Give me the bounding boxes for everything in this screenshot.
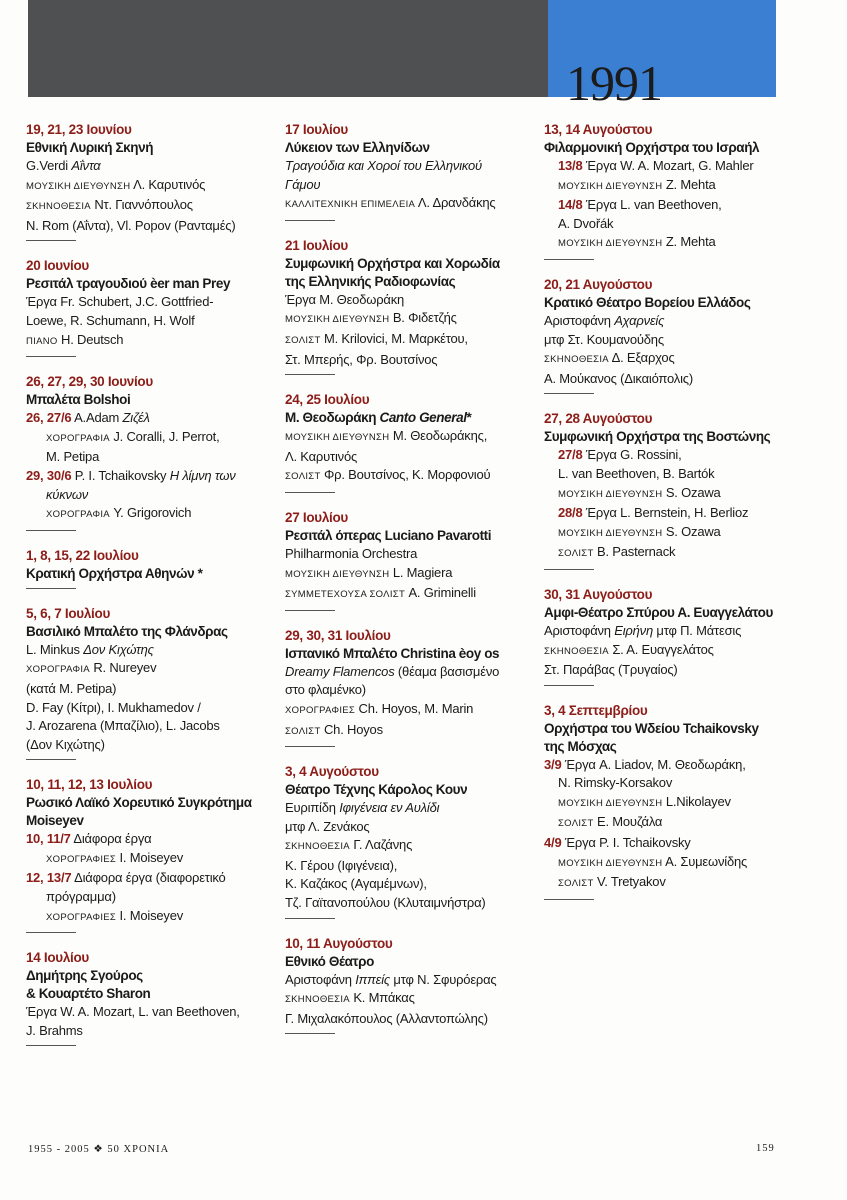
event-entry <box>544 121 780 260</box>
footer-caption: 1955 - 2005 ❖ 50 ΧΡΟΝΙΑ <box>28 1144 170 1155</box>
event-date: 27, 28 Αυγούστου <box>544 411 653 427</box>
year-heading: 1991 <box>566 55 662 111</box>
event-entry <box>285 627 535 747</box>
event-line: ΜΟΥΣΙΚΗ ΔΙΕΥΘΥΝΣΗ Β. Φιδετζής <box>285 310 457 326</box>
event-entry <box>26 605 278 761</box>
event-line: 12, 13/7 Διάφορα έργα (διαφορετικό <box>26 870 226 886</box>
event-line: ΧΟΡΟΓΡΑΦΙΑ R. Nureyev <box>26 660 157 676</box>
entry-separator <box>285 220 335 221</box>
event-line: 14/8 Έργα L. van Beethoven, <box>558 197 722 213</box>
event-line: Τζ. Γαϊτανοπούλου (Κλυταιμνήστρα) <box>285 895 486 911</box>
event-entry <box>285 121 535 221</box>
event-line: 28/8 Έργα L. Bernstein, H. Berlioz <box>558 505 749 521</box>
event-line: ΜΟΥΣΙΚΗ ΔΙΕΥΘΥΝΣΗ S. Ozawa <box>558 484 721 500</box>
event-line: ΣΚΗΝΟΘΕΣΙΑ Σ. Α. Ευαγγελάτος <box>544 641 714 657</box>
entry-separator <box>285 918 335 919</box>
event-title: Βασιλικό Μπαλέτο της Φλάνδρας <box>26 623 228 639</box>
event-title: της Μόσχας <box>544 738 617 754</box>
event-date: 3, 4 Σεπτεμβρίου <box>544 702 648 718</box>
event-line: ΣΚΗΝΟΘΕΣΙΑ Δ. Εξαρχος <box>544 350 675 366</box>
event-line: Αριστοφάνη Ειρήνη μτφ Π. Μάτεσις <box>544 622 742 638</box>
event-line: D. Fay (Κίτρι), I. Mukhamedov / <box>26 699 201 715</box>
event-line: ΣΥΜΜΕΤΕΧΟΥΣΑ ΣΟΛΙΣΤ A. Griminelli <box>285 585 476 601</box>
event-line: M. Petipa <box>46 449 100 465</box>
event-line: ΧΟΡΟΓΡΑΦΙΕΣ Ch. Hoyos, M. Marin <box>285 700 474 716</box>
event-title: Μπαλέτα Bolshoi <box>26 392 131 408</box>
event-line: στο φλαμένκο) <box>285 682 366 698</box>
event-title: Κρατική Ορχήστρα Αθηνών * <box>26 565 203 581</box>
event-line: 29, 30/6 P. I. Tchaikovsky Η λίμνη των <box>26 467 236 483</box>
event-line: ΣΚΗΝΟΘΕΣΙΑ Γ. Λαζάνης <box>285 837 413 853</box>
event-line: Ευριπίδη Ιφιγένεια εν Αυλίδι <box>285 800 440 816</box>
event-date: 5, 6, 7 Ιουλίου <box>26 605 110 621</box>
event-title: Συμφωνική Ορχήστρα της Βοστώνης <box>544 429 771 445</box>
event-title: Ορχήστρα του Wδείου Tchaikovsky <box>544 720 759 736</box>
event-line: ΣΟΛΙΣΤ M. Krilovici, Μ. Μαρκέτου, <box>285 330 468 346</box>
entry-separator <box>285 1033 335 1034</box>
event-title: Εθνική Λυρική Σκηνή <box>26 140 154 155</box>
event-line: Έργα Fr. Schubert, J.C. Gottfried- <box>26 294 214 310</box>
event-line: ΠΙΑΝΟ H. Deutsch <box>26 331 124 347</box>
event-title: Ρωσικό Λαϊκό Χορευτικό Συγκρότημα <box>26 795 252 811</box>
event-line: ΜΟΥΣΙΚΗ ΔΙΕΥΘΥΝΣΗ Z. Mehta <box>558 234 716 250</box>
event-line: ΧΟΡΟΓΡΑΦΙΕΣ I. Moiseyev <box>46 849 184 865</box>
event-line: Αριστοφάνη Αχαρνείς <box>544 312 665 328</box>
event-line: 13/8 Έργα W. A. Mozart, G. Mahler <box>558 158 754 173</box>
event-line: ΣΟΛΙΣΤ B. Pasternack <box>558 544 676 560</box>
event-line: ΣΟΛΙΣΤ Ch. Hoyos <box>285 721 383 737</box>
event-line: ΜΟΥΣΙΚΗ ΔΙΕΥΘΥΝΣΗ Z. Mehta <box>558 176 716 192</box>
event-line: Philharmonia Orchestra <box>285 545 418 561</box>
event-line: ΜΟΥΣΙΚΗ ΔΙΕΥΘΥΝΣΗ Μ. Θεοδωράκης, <box>285 428 488 444</box>
event-line: A. Dvořák <box>558 215 614 231</box>
event-line: ΣΟΛΙΣΤ Ε. Μουζάλα <box>558 814 663 830</box>
entry-separator <box>26 588 76 589</box>
event-date: 17 Ιουλίου <box>285 122 348 137</box>
event-title: Συμφωνική Ορχήστρα και Χορωδία <box>285 255 500 271</box>
event-date: 26, 27, 29, 30 Ιουνίου <box>26 374 153 390</box>
event-title: Θέατρο Τέχνης Κάρολος Κουν <box>285 782 468 798</box>
event-date: 29, 30, 31 Ιουλίου <box>285 627 391 643</box>
event-title: & Κουαρτέτο Sharon <box>26 986 151 1002</box>
entry-separator <box>544 393 594 394</box>
event-line: 26, 27/6 A.Adam Ζιζέλ <box>26 410 150 426</box>
event-title: Αμφι-Θέατρο Σπύρου Α. Ευαγγελάτου <box>544 604 773 620</box>
event-line: (κατά M. Petipa) <box>26 680 117 696</box>
event-date: 3, 4 Αυγούστου <box>285 764 379 780</box>
event-line: Γ. Μιχαλακόπουλος (Αλλαντοπώλης) <box>285 1010 488 1026</box>
event-line: πρόγραμμα) <box>46 889 116 905</box>
event-entry <box>285 391 535 493</box>
event-line: Λ. Καρυτινός <box>285 448 358 464</box>
event-line: ΜΟΥΣΙΚΗ ΔΙΕΥΘΥΝΣΗ Α. Συμεωνίδης <box>558 853 748 869</box>
event-line: ΧΟΡΟΓΡΑΦΙΑ J. Coralli, J. Perrot, <box>46 428 220 444</box>
event-title: Ισπανικό Μπαλέτο Christina èoy os <box>285 645 500 661</box>
event-title: Δημήτρης Σγούρος <box>26 968 143 984</box>
event-line: Κ. Γέρου (Ιφιγένεια), <box>285 857 398 873</box>
event-entry <box>285 935 535 1035</box>
event-line: (Δον Κιχώτης) <box>26 736 105 752</box>
event-line: ΣΟΛΙΣΤ Φρ. Βουτσίνος, Κ. Μορφονιού <box>285 467 491 483</box>
header-band-gray <box>28 0 548 97</box>
event-line: G.Verdi Αΐντα <box>26 158 101 173</box>
event-entry <box>544 276 780 394</box>
entry-separator <box>285 492 335 493</box>
event-line: μτφ Λ. Ζενάκος <box>285 818 370 834</box>
event-entry <box>26 257 278 357</box>
event-line: ΣΚΗΝΟΘΕΣΙΑ Κ. Μπάκας <box>285 990 415 1006</box>
event-line: Έργα W. A. Mozart, L. van Beethoven, <box>26 1004 240 1020</box>
event-title: της Ελληνικής Ραδιοφωνίας <box>285 273 456 289</box>
event-line: N. Rom (Αΐντα), Vl. Popov (Ρανταμές) <box>26 217 236 233</box>
event-title: Εθνικό Θέατρο <box>285 953 374 969</box>
entry-separator <box>544 685 594 686</box>
event-line: J. Brahms <box>26 1022 83 1038</box>
event-entry <box>544 586 780 686</box>
event-title: Κρατικό Θέατρο Βορείου Ελλάδος <box>544 294 751 310</box>
event-line: ΜΟΥΣΙΚΗ ΔΙΕΥΘΥΝΣΗ S. Ozawa <box>558 523 721 539</box>
event-line: 3/9 Έργα A. Liadov, Μ. Θεοδωράκη, <box>544 756 746 772</box>
event-line: Dreamy Flamencos (θέαμα βασισμένο <box>285 663 500 679</box>
event-line: J. Arozarena (Μπαζίλιο), L. Jacobs <box>26 718 220 734</box>
entry-separator <box>26 240 76 241</box>
event-entry <box>544 410 780 570</box>
event-line: ΣΟΛΙΣΤ V. Tretyakov <box>558 874 666 890</box>
entry-separator <box>26 932 76 933</box>
event-entry <box>26 547 278 589</box>
event-title: Φιλαρμονική Ορχήστρα του Ισραήλ <box>544 140 760 155</box>
event-date: 20 Ιουνίου <box>26 258 89 274</box>
event-date: 10, 11, 12, 13 Ιουλίου <box>26 777 153 793</box>
event-line: Α. Μούκανος (Δικαιόπολις) <box>544 370 693 386</box>
page-number: 159 <box>756 1143 775 1154</box>
event-line: ΜΟΥΣΙΚΗ ΔΙΕΥΘΥΝΣΗ L.Nikolayev <box>558 793 731 809</box>
entry-separator <box>26 1045 76 1046</box>
event-line: 27/8 Έργα G. Rossini, <box>558 447 682 463</box>
event-date: 1, 8, 15, 22 Ιουλίου <box>26 547 139 563</box>
entry-separator <box>285 746 335 747</box>
entry-separator <box>285 374 335 375</box>
entry-separator <box>544 899 594 900</box>
event-line: κύκνων <box>46 486 89 502</box>
event-line: Loewe, R. Schumann, H. Wolf <box>26 312 195 328</box>
event-line: L. van Beethoven, B. Bartók <box>558 465 715 481</box>
event-date: 27 Ιουλίου <box>285 509 348 525</box>
event-line: μτφ Στ. Κουμανούδης <box>544 331 664 347</box>
column-2 <box>285 121 535 1050</box>
event-line: ΧΟΡΟΓΡΑΦΙΕΣ I. Moiseyev <box>46 907 184 923</box>
event-date: 10, 11 Αυγούστου <box>285 935 393 951</box>
event-entry <box>26 776 278 933</box>
event-line: ΣΚΗΝΟΘΕΣΙΑ Ντ. Γιαννόπουλος <box>26 197 193 213</box>
event-line: ΚΑΛΛΙΤΕΧΝΙΚΗ ΕΠΙΜΕΛΕΙΑ Λ. Δρανδάκης <box>285 195 496 211</box>
event-line: Αριστοφάνη Ιππείς μτφ Ν. Σφυρόερας <box>285 971 497 987</box>
event-line: Τραγούδια και Χοροί του Ελληνικού <box>285 158 483 173</box>
event-date: 30, 31 Αυγούστου <box>544 586 653 602</box>
event-line: Στ. Παράβας (Τρυγαίος) <box>544 662 678 678</box>
event-line: N. Rimsky-Korsakov <box>558 775 673 791</box>
entry-separator <box>26 759 76 760</box>
event-entry <box>26 373 278 531</box>
event-entry <box>285 763 535 919</box>
event-entry <box>544 702 780 900</box>
event-entry <box>285 509 535 611</box>
event-title: Ρεσιτάλ όπερας Luciano Pavarotti <box>285 527 492 543</box>
event-line: ΧΟΡΟΓΡΑΦΙΑ Y. Grigorovich <box>46 505 192 521</box>
event-date: 24, 25 Ιουλίου <box>285 392 370 408</box>
event-date: 20, 21 Αυγούστου <box>544 276 653 292</box>
event-line: ΜΟΥΣΙΚΗ ΔΙΕΥΘΥΝΣΗ L. Magiera <box>285 564 453 580</box>
event-date: 21 Ιουλίου <box>285 237 348 253</box>
event-entry <box>285 237 535 375</box>
event-entry <box>26 949 278 1046</box>
event-title: Ρεσιτάλ τραγουδιού ѐer man Prey <box>26 276 231 292</box>
column-3 <box>544 121 780 916</box>
entry-separator <box>544 569 594 570</box>
event-title: Λύκειον των Ελληνίδων <box>285 140 430 155</box>
event-line: ΜΟΥΣΙΚΗ ΔΙΕΥΘΥΝΣΗ Λ. Καρυτινός <box>26 176 206 192</box>
event-date: 19, 21, 23 Ιουνίου <box>26 122 132 137</box>
event-line: Στ. Μπερής, Φρ. Βουτσίνος <box>285 351 438 367</box>
event-title: Moiseyev <box>26 813 84 829</box>
entry-separator <box>26 530 76 531</box>
event-title: Μ. Θεοδωράκη Canto General* <box>285 410 472 426</box>
entry-separator <box>285 610 335 611</box>
entry-separator <box>26 356 76 357</box>
event-entry <box>26 121 278 241</box>
event-date: 14 Ιουλίου <box>26 950 89 966</box>
event-line: Γάμου <box>285 176 321 192</box>
event-date: 13, 14 Αυγούστου <box>544 122 653 137</box>
event-line: Κ. Καζάκος (Αγαμέμνων), <box>285 876 427 892</box>
event-line: 10, 11/7 Διάφορα έργα <box>26 831 152 847</box>
event-line: 4/9 Έργα P. I. Tchaikovsky <box>544 835 691 851</box>
entry-separator <box>544 259 594 260</box>
column-1 <box>26 121 278 1062</box>
event-line: Έργα Μ. Θεοδωράκη <box>285 291 405 307</box>
event-line: L. Minkus Δον Κιχώτης <box>26 641 154 657</box>
